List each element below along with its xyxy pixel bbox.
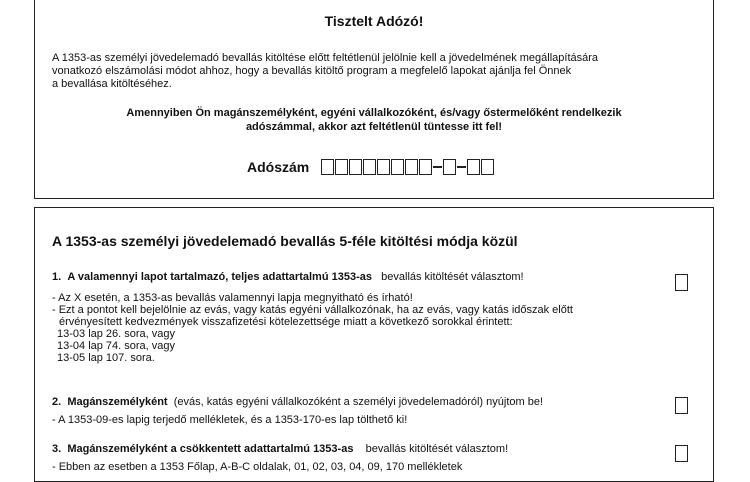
tax-digit-cell[interactable] [443,159,456,175]
separator-dash [433,166,442,168]
mode-number: 2. [52,396,62,408]
tax-number-label: Adószám [247,159,310,175]
mode-number: 3. [52,443,62,455]
detail-line: - Ezt a pontot kell bejelölnie az evás, vagy katás egyéni vállalkozónak, ha az evás, vagy katás időszak előtt [52,304,573,316]
tax-digit-cell[interactable] [349,159,362,175]
mode-number: 1. [52,271,62,283]
tax-digit-cell[interactable] [321,159,334,175]
detail-line: - A 1353-09-es lapig terjedő mellékletek, és a 1353-170-es lap tölthető ki! [52,414,408,426]
instruction-line: adószámmal, akkor azt feltétlenül tüntesse itt fel! [245,121,503,133]
modes-title: A 1353-as személyi jövedelemadó bevallás 5-féle kitöltési módja közül [52,233,518,249]
mode-title-normal: bevallás kitöltését választom! [365,443,509,455]
detail-line: 13-04 lap 74. sora, vagy [57,340,176,352]
tax-digit-cell[interactable] [377,159,390,175]
notice-title: Tisztelt Adózó! [324,13,424,29]
mode-option-3 [52,443,508,455]
mode-1-checkbox[interactable] [675,274,688,291]
filing-modes-panel [34,207,714,482]
mode-option-1 [52,271,524,283]
tax-digit-cell[interactable] [363,159,376,175]
instruction-line: Amennyiben Ön magánszemélyként, egyéni vállalkozóként, és/vagy őstermelőként rendelkezik [126,107,622,119]
detail-line: 13-05 lap 107. sora. [57,352,155,364]
tax-digit-cell[interactable] [481,159,494,175]
tax-digit-cell[interactable] [467,159,480,175]
mode-option-2 [52,396,543,408]
mode-3-checkbox[interactable] [675,445,688,462]
mode-2-checkbox[interactable] [675,397,688,414]
detail-line: - Ebben az esetben a 1353 Főlap, A-B-C oldalak, 01, 02, 03, 04, 09, 170 mellékletek [52,461,463,473]
tax-number-instruction [35,106,713,134]
mode-title-normal: bevallás kitöltését választom! [381,271,524,283]
tax-number-field[interactable] [321,159,495,175]
tax-digit-cell[interactable] [391,159,404,175]
mode-1-details [52,292,573,364]
mode-2-details [52,414,407,426]
mode-title-bold: Magánszemélyként a csökkentett adattartalmú 1353-as [67,443,354,455]
detail-line: 13-03 lap 26. sora, vagy [57,328,176,340]
intro-text [52,52,700,91]
mode-title-normal: (evás, katás egyéni vállalkozóként a személyi jövedelemadóról) nyújtom be! [173,396,543,408]
mode-title-bold: A valamennyi lapot tartalmazó, teljes adattartalmú 1353-as [67,271,372,283]
intro-line: A 1353-as személyi jövedelemadó bevallás kitöltése előtt feltétlenül jelölnie kell a jövedelmének megállapítására [52,52,599,64]
tax-digit-cell[interactable] [419,159,432,175]
detail-line: érvényesített kedvezmények visszafizetési kötelezettsége miatt a következő sorokkal érintett: [59,316,513,328]
mode-3-details [52,461,462,473]
detail-line: - Az X esetén, a 1353-as bevallás valamennyi lapja megnyitható és írható! [52,292,413,304]
taxpayer-notice-panel [34,0,714,199]
tax-digit-cell[interactable] [335,159,348,175]
mode-title-bold: Magánszemélyként [67,396,168,408]
separator-dash [457,166,466,168]
tax-digit-cell[interactable] [405,159,418,175]
intro-line: a bevallása kitöltéséhez. [52,78,172,90]
intro-line: vonatkozó elszámolási módot ahhoz, hogy a bevallás kitöltő program a megfelelő lapokat ajánlja fel Önnek [52,65,572,77]
tax-number-row [247,157,495,177]
